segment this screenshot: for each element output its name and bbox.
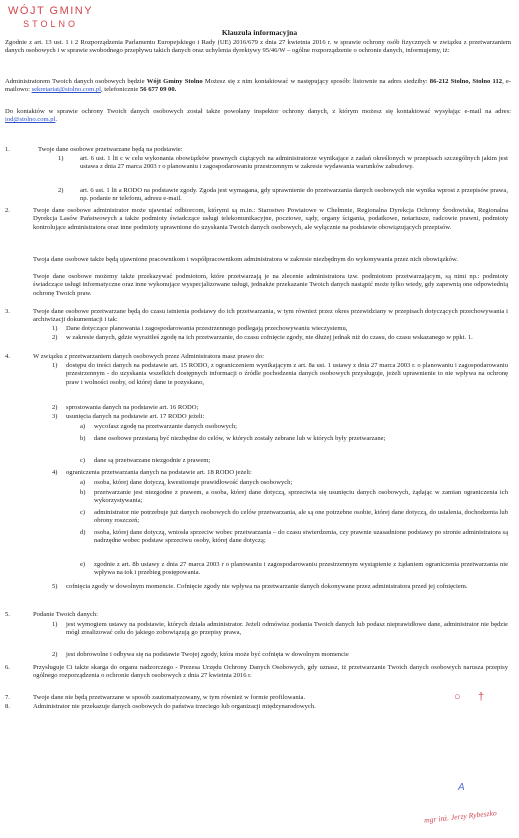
section-3-item-1-number: 1) — [52, 325, 58, 332]
stamp-mark-circle-icon: ○ — [454, 691, 461, 703]
section-4-item-3b: dane osobowe przestaną być niezbędne do celów, w których zostały zebrane lub w których były przetwarzane; — [94, 435, 386, 442]
stamp-line-1: WÓJT GMINY — [8, 5, 94, 17]
admin-text-2: Możesz się z nim kontaktować w następujący sposób: listownie na adres siedziby: — [202, 78, 430, 85]
section-4-item-1-number: 1) — [52, 362, 58, 369]
section-2-paragraph-1: Twoje dane osobowe administrator może ujawniać odbiorcom, którymi są m.in.: Starostwo Powiatowe w Chełmnie, Regionalna Dyrekcja Ochrony Środowiska, Regionalna Dyrekcja Lasów Państwowych a także podmioty świadczące usługi telekomunikacyjne, pocztowe, sądy, organy ścigania, podatkowe, notariusze, radcowie prawni, podmioty kontrolujące administratora oraz inne podmioty uprawnione do uzyskania Twoich danych osobowych, ale wyłącznie na podstawie obowiązujących przepisów. — [33, 207, 508, 231]
section-4-item-3: usunięcia danych na podstawie art. 17 RODO jeżeli: — [66, 413, 205, 420]
section-4-number: 4. — [5, 353, 10, 360]
section-4-item-4e: zgodnie z art. 8b ustawy z dnia 27 marca 2003 r o planowaniu i zagospodarowaniu przestrzennym wystąpienie z żądaniem ograniczenia przetwarzania nie wpływa na tok i przebieg postępowania. — [94, 561, 508, 577]
section-4-item-3c-letter: c) — [80, 457, 86, 464]
section-1-item-2-number: 2) — [58, 187, 64, 194]
section-4-item-4: ograniczenia przetwarzania danych na podstawie art. 18 RODO jeżeli: — [66, 469, 252, 476]
section-4-item-4b: przetwarzanie jest niezgodne z prawem, a osoba, której dane dotyczą, sprzeciwia się usunięciu danych osobowych, żądając w zamian ograniczenia ich wykorzystywania; — [94, 489, 508, 505]
admin-phone: 56 677 09 00. — [140, 86, 177, 94]
admin-text-3: , e-mailowo: — [5, 78, 512, 94]
section-4-item-4c: administrator nie potrzebuje już danych osobowych do celów przetwarzania, ale są one potrzebne osobie, której dane dotyczą, do ustalenia, dochodzenia lub obrony roszczeń; — [94, 509, 508, 525]
section-4-item-3c: dane są przetwarzane niezgodnie z prawem; — [94, 457, 211, 464]
section-4-item-4d-letter: d) — [80, 529, 86, 536]
section-4-item-4e-letter: e) — [80, 561, 86, 568]
section-3-lead: Twoje dane osobowe przetwarzane będą do czasu istnienia podstawy do ich przetwarzania, w tym również przez okres przewidziany w przepisach dotyczących przechowywania i archiwizacji dokumentacji i tak: — [33, 308, 508, 324]
section-5-item-2-number: 2) — [52, 651, 58, 658]
signature-name: mgr inż. Jerzy Rybeszko — [423, 808, 498, 825]
iod-tail: . — [55, 116, 58, 124]
section-1-number: 1. — [5, 146, 10, 153]
section-3-item-1: Dane dotyczące planowania i zagospodarowania przestrzennego podlegają przechowywaniu wieczystemu, — [66, 325, 348, 332]
section-4-item-3a: wycofasz zgodę na przetwarzanie danych osobowych; — [94, 423, 237, 430]
section-4-item-4c-letter: c) — [80, 509, 86, 516]
section-6-text: Przysługuje Ci także skarga do organu nadzorczego - Prezesa Urzędu Ochrony Danych Osobowych, gdy uznasz, iż przetwarzanie Twoich danych osobowych narusza przepisy ogólnego rozporządzenia o ochronie danych osobowych z dnia 27 kwietnia 2016 r. — [33, 664, 508, 680]
section-1-item-1-number: 1) — [58, 155, 64, 162]
section-4-item-4b-letter: b) — [80, 489, 86, 496]
section-4-item-4a: osoba, której dane dotyczą, kwestionuje prawidłowość danych osobowych; — [94, 479, 293, 486]
document-title: Klauzula informacyjna — [221, 28, 298, 37]
office-stamp — [8, 4, 93, 31]
section-2-paragraph-2: Twoja dane osobowe także będą ujawnione pracownikom i współpracownikom administratora w zakresie niezbędnym do wykonywania przez nich obowiązków. — [33, 256, 459, 263]
section-1-item-1: art. 6 ust. 1 lit c w celu wykonania obowiązków prawnych ciążących na administratorze wynikające z zadań określonych w przepisach szczególnych jakim jest ustawa z dnia 27 marca 2003 r o planowaniu i zagospodarowaniu przestrzennym w zakresie wydawania warunków zabudowy. — [80, 155, 508, 171]
admin-text-4: , telefonicznie — [101, 86, 140, 94]
section-5-item-1: jest wymogiem ustawy na podstawie, których działa administrator. Jeżeli odmówisz podania Twoich danych lub podasz nieprawidłowe dane, administrator nie będzie mógł zrealizować celu do jakiego zobowiązują go przepisy prawa, — [66, 621, 508, 637]
section-8-text: Administrator nie przekazuje danych osobowych do państwa trzeciego lub organizacji międzynarodowych. — [33, 703, 316, 710]
iod-email-link[interactable]: iod@stolno.com.pl — [5, 116, 56, 124]
iod-text: Do kontaktów w sprawie ochrony Twoich danych osobowych został także powołany inspektor ochrony danych, z którym możesz się kontaktować wysyłając e-mail na adres: — [5, 108, 511, 115]
section-4-item-4a-letter: a) — [80, 479, 86, 486]
section-4-item-2-number: 2) — [52, 404, 58, 411]
section-8-number: 8. — [5, 703, 10, 710]
section-5-lead: Podanie Twoich danych: — [33, 611, 98, 618]
section-4-item-2: sprostowania danych na podstawie art. 16 RODO; — [66, 404, 199, 411]
section-2-number: 2. — [5, 207, 10, 214]
section-2-paragraph-3: Twoje dane osobowe możemy także przekazywać podmiotom, które przetwarzają je na zlecenie administratora tzw. podmiotom przetwarzającym, są nimi np.: podmioty świadczące usługi informatyczne oraz inne wykonujące wyspecjalizowane usługi, jednakże przekazanie Twoich danych nastąpić może tylko wtedy, gdy zapewnią one odpowiednią ochronę Twoich praw. — [33, 273, 508, 297]
section-7-text: Twoje dane nie będą przetwarzane w sposób zautomatyzowany, w tym również w formie profilowania. — [33, 694, 306, 701]
section-1-item-2: art. 6 ust. 1 lit a RODO na podstawie zgody. Zgoda jest wymagana, gdy uprawnienie do przetwarzania danych osobowych nie wynika wprost z przepisów prawa, np. podanie nr telefonu, adresu e-mail. — [80, 187, 508, 203]
section-7-number: 7. — [5, 694, 10, 701]
signature-initials: A — [458, 782, 465, 793]
section-4-item-3-number: 3) — [52, 413, 58, 420]
stamp-line-2: STOLNO — [23, 19, 78, 30]
section-4-item-5: cofnięcia zgody w dowolnym momencie. Cofnięcie zgody nie wpływa na przetwarzanie danych dokonywane przez administratora przed jej cofnięciem. — [66, 583, 468, 590]
stamp-mark-cross-icon: † — [478, 691, 485, 703]
admin-address: 86-212 Stolno, Stolno 112 — [429, 78, 503, 85]
admin-email-link[interactable]: sekretariat@stolno.com.pl — [31, 86, 101, 94]
section-4-item-1: dostępu do treści danych na podstawie art. 15 RODO, z ograniczeniem wynikającym z art. 8a ust. 1 ustawy z dnia 27 marca 2003 r. o planowaniu i zagospodarowaniu przestrzennym - do uzyskania wszelkich dostępnych informacji o źródle pochodzenia danych osobowych przysługuje, jeżeli uprawnienie to nie wpływa na ochronę praw i wolności osoby, od której dane te pozyskano, — [66, 362, 508, 386]
section-5-item-1-number: 1) — [52, 621, 58, 628]
section-4-lead: W związku z przetwarzaniem danych osobowych przez Administratora masz prawo do: — [33, 353, 264, 360]
section-3-item-2-number: 2) — [52, 334, 58, 341]
section-1-lead: Twoje dane osobowe przetwarzane będą na podstawie: — [38, 146, 183, 153]
section-4-item-4-number: 4) — [52, 469, 58, 476]
section-3-number: 3. — [5, 308, 10, 315]
iod-paragraph — [5, 108, 511, 125]
section-6-number: 6. — [5, 664, 10, 671]
admin-name: Wójt Gminy Stolno — [146, 78, 203, 85]
administrator-paragraph — [5, 78, 511, 95]
section-4-item-5-number: 5) — [52, 583, 58, 590]
section-4-item-3b-letter: b) — [80, 435, 86, 442]
section-5-number: 5. — [5, 611, 10, 618]
intro-paragraph: Zgodnie z art. 13 ust. 1 i 2 Rozporządzenia Parlamentu Europejskiego i Rady (UE) 2016/679 z dnia 27 kwietnia 2016 r. w sprawie ochrony osób fizycznych w związku z przetwarzaniem danych osobowych i w sprawie swobodnego przepływu takich danych oraz uchylenia dyrektywy 95/46/W – ogólne rozporządzenie o ochronie danych, informujemy, iż: — [5, 39, 511, 55]
section-3-item-2: w zakresie danych, gdzie wyrażiłeś zgodę na ich przetwarzanie, do czasu cofnięcie zgody, nie dłużej jednak niż do czasu, do czasu wskazanego w ppkt. 1. — [66, 334, 473, 341]
section-4-item-4d: osoba, której dane dotyczą, wniosła sprzeciw wobec przetwarzania – do czasu stwierdzenia, czy prawnie uzasadnione podstawy po stronie administratora są nadrzędne wobec podstaw sprzeciwu osoby, której dane dotyczą; — [94, 529, 508, 545]
admin-text-1: Administratorem Twoich danych osobowych będzie — [5, 78, 147, 85]
section-4-item-3a-letter: a) — [80, 423, 86, 430]
section-5-item-2: jest dobrowolne i odbywa się na podstawie Twojej zgody, która może być cofnięta w dowolnym momencie — [66, 651, 349, 658]
